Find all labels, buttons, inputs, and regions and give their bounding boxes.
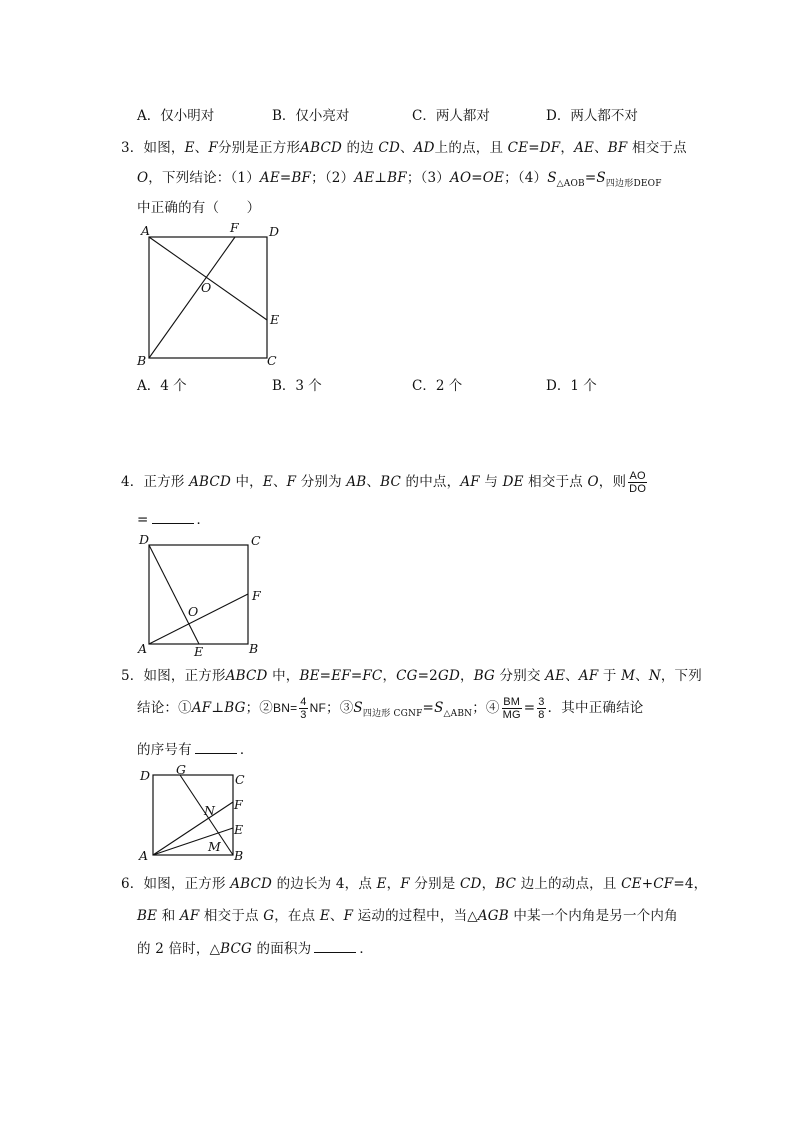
q6-line-3: 的 2 倍时，△BCG 的面积为 ．	[137, 941, 374, 957]
q5-label-e: E	[234, 822, 244, 837]
q3-segment-bf	[149, 237, 235, 358]
q4-figure	[136, 532, 276, 660]
q5-segment-ae	[153, 828, 233, 855]
q3-label-e: E	[270, 312, 280, 327]
q5-figure	[136, 762, 266, 862]
q5-answer-blank[interactable]	[195, 742, 237, 754]
q3-label-d: D	[269, 224, 280, 239]
q4-label-a: A	[138, 641, 148, 656]
q5-label-n: N	[204, 803, 215, 818]
q3-option-b: B．3 个	[272, 378, 322, 394]
q3-line-1: 3．如图，E、F分别是正方形ABCD 的边 CD、AD上的点，且 CE=DF，AE、BF 相交于点	[121, 140, 687, 156]
q5-label-b: B	[234, 848, 244, 863]
q2-option-b: B．仅小亮对	[272, 108, 350, 124]
q5-label-g: G	[176, 762, 186, 777]
q5-label-m: M	[208, 839, 221, 854]
q2-option-d: D．两人都不对	[546, 108, 638, 124]
q3-option-c: C．2 个	[412, 378, 463, 394]
q5-line-2: 结论：①AF⊥BG；②BN= $\frac{4}{3}$ NF；$③S_{四边形 CGNF}=S_{\triangle ABN}$；④ $\frac{BM}{MG}$ = $\frac{3}{8}$ ．其中正确结论	[137, 696, 644, 721]
q4-label-d: D	[139, 532, 150, 547]
q5-fraction-3-8: $\frac{3}{8}$	[538, 696, 545, 721]
q4-line-2: = ．	[137, 512, 211, 528]
q3-square	[149, 237, 267, 358]
q5-fraction-4-3: $\frac{4}{3}$	[300, 696, 307, 721]
q3-label-f: F	[230, 220, 239, 235]
q3-line-3: 中正确的有（ ）	[137, 200, 261, 216]
q3-label-c: C	[267, 353, 277, 368]
q3-label-a: A	[141, 223, 151, 238]
q3-figure	[136, 222, 296, 370]
q3-option-a: A．4 个	[137, 378, 187, 394]
q5-label-c: C	[235, 772, 245, 787]
q4-label-e: E	[194, 644, 204, 659]
q3-option-d: D．1 个	[546, 378, 597, 394]
q5-label-d: D	[140, 768, 151, 783]
q6-line-1: 6．如图，正方形 ABCD 的边长为 4，点 E，F 分别是 CD，BC 边上的动点，且 CE+CF=4，	[121, 876, 708, 892]
q4-square	[149, 545, 248, 644]
q3-label-b: B	[137, 353, 147, 368]
q5-segment-af	[153, 802, 233, 855]
q4-label-f: F	[252, 588, 261, 603]
q5-fraction-bm-mg: $\frac{BM}{MG}$	[502, 696, 521, 721]
q6-line-2: BE 和 AF 相交于点 G，在点 E、F 运动的过程中，当△AGB 中某一个内角是另一个内角	[137, 908, 678, 924]
q4-segment-de	[149, 545, 199, 644]
q2-option-c: C．两人都对	[412, 108, 490, 124]
q5-label-a: A	[139, 848, 149, 863]
q5-square	[153, 775, 233, 855]
q3-label-o: O	[201, 280, 212, 295]
q4-segment-af	[149, 594, 248, 644]
q6-answer-blank[interactable]	[314, 941, 356, 953]
q4-answer-blank[interactable]	[152, 512, 194, 524]
q3-segment-ae	[149, 237, 267, 320]
q4-fraction: $\frac{AO}{DO}$	[629, 470, 647, 495]
q2-option-a: A．仅小明对	[137, 108, 215, 124]
q4-label-b: B	[249, 641, 259, 656]
q5-line-1: 5．如图，正方形ABCD 中，BE=EF=FC，CG=2GD，BG 分别交 AE、AF 于 M、N，下列	[121, 668, 702, 684]
q4-label-c: C	[251, 533, 261, 548]
q3-line-2: O，下列结论：（1）AE=BF；（2）AE⊥BF；（3）AO=OE；$(4)S_{\triangle AOB}=S_{四边形DEOF}$	[137, 170, 662, 189]
q4-line-1: 4．正方形 ABCD 中，E、F 分别为 AB、BC 的中点，AF 与 DE 相交于点 O，则 $\frac{AO}{DO}$	[121, 470, 647, 495]
q5-line-3: 的序号有 ．	[137, 742, 254, 758]
q4-label-o: O	[188, 604, 199, 619]
q5-label-f: F	[234, 797, 243, 812]
